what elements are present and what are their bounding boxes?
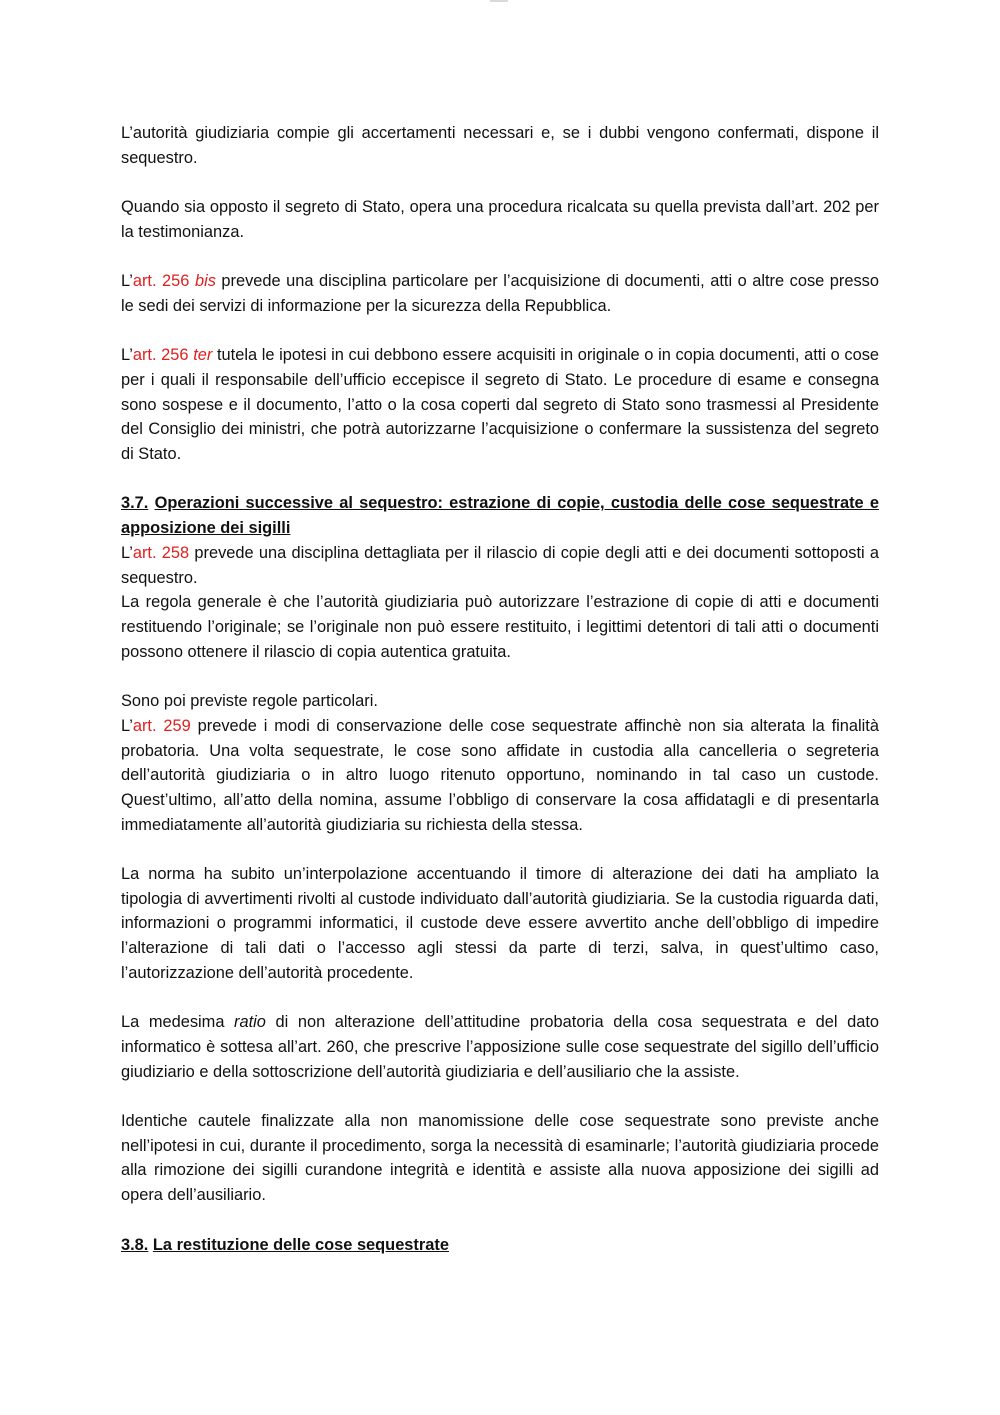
paragraph-body: prevede i modi di conservazione delle cose sequestrate affinchè non sia alterata la finalità probatoria. Una volta sequestrate, le cose sono affidate in custodia alla cancelleria o segreteria dell’autorità giudiziaria o in altro luogo ritenuto opportuno, nominando in tal caso un custode. Quest’ultimo, all’atto della nomina, assume l’obbligo di conservare la cosa affidatagli e di presentarla immediatamente all’autorità giudiziaria su richiesta della stessa.: [121, 716, 879, 834]
paragraph-gap: [121, 170, 879, 195]
paragraph-art-259: [121, 714, 879, 838]
paragraph-prefix: L’: [121, 346, 133, 365]
article-reference-link[interactable]: art. 258: [132, 543, 190, 562]
paragraph-art-258: [121, 541, 879, 590]
paragraph-gap: [121, 245, 879, 270]
paragraph-regola-generale: La regola generale è che l’autorità giudiziaria può autorizzare l’estrazione di copie di atti e documenti restituendo l’originale; se l’originale non può essere restituito, i legittimi detentori di tali atti o documenti possono ottenere il rilascio di copia autentica gratuita.: [121, 593, 879, 661]
paragraph-body: di non alterazione dell’attitudine probatoria della cosa sequestrata e del dato informatico è sottesa all’art. 260, che prescrive l’apposizione sulle cose sequestrate del sigillo dell’ufficio giudiziario e della sottoscrizione dell’autorità giudiziaria e dell’ausiliario che la assiste.: [121, 1013, 879, 1081]
paragraph-gap: [121, 467, 879, 492]
section-number: 3.7.: [121, 494, 149, 513]
section-heading-3-7: [121, 491, 879, 540]
article-reference-suffix: ter: [193, 346, 213, 365]
paragraph-regole-particolari: Sono poi previste regole particolari.: [121, 692, 378, 711]
page-header-mark: [490, 0, 508, 2]
paragraph-segreto-di-stato: Quando sia opposto il segreto di Stato, opera una procedura ricalcata su quella prevista dall’art. 202 per la testimonianza.: [121, 198, 879, 241]
paragraph-gap: [121, 664, 879, 689]
paragraph-prefix: L’: [121, 543, 133, 562]
paragraph-gap: [121, 1208, 879, 1233]
article-reference-link[interactable]: [133, 272, 216, 290]
paragraph-ratio: [121, 1010, 879, 1084]
paragraph-body: prevede una disciplina dettagliata per il rilascio di copie degli atti e dei documenti sottoposti a sequestro.: [121, 543, 879, 587]
paragraph-gap: [121, 1084, 879, 1109]
paragraph-body: prevede una disciplina particolare per l’acquisizione di documenti, atti o altre cose presso le sedi dei servizi di informazione per la sicurezza della Repubblica.: [121, 272, 879, 315]
article-reference-link[interactable]: art. 259: [132, 716, 191, 735]
article-reference-text: art. 256: [132, 272, 190, 291]
italic-term: ratio: [234, 1013, 266, 1032]
paragraph-prefix: L’: [121, 272, 133, 291]
article-reference-link[interactable]: [133, 346, 212, 364]
document-page: [121, 121, 879, 1257]
section-title: Operazioni successive al sequestro: estrazione di copie, custodia delle cose sequestrate e apposizione dei sigilli: [121, 494, 879, 538]
section-number: 3.8.: [121, 1235, 149, 1254]
paragraph-interpolazione: La norma ha subito un’interpolazione accentuando il timore di alterazione dei dati ha ampliato la tipologia di avvertimenti rivolti al custode individuato dall’autorità giudiziaria. Se la custodia riguarda dati, informazioni o programmi informatici, il custode deve essere avvertito anche dell’obbligo di impedire l’alterazione di tali dati o l’accesso agli stessi da parte di terzi, salva, in quest’ultimo caso, l’autorizzazione dell’autorità procedente.: [121, 865, 879, 982]
section-heading-3-8: [121, 1233, 879, 1258]
paragraph-prefix: L’: [121, 716, 133, 735]
paragraph-gap: [121, 319, 879, 344]
paragraph-body-start: La medesima: [121, 1013, 235, 1032]
section-title: La restituzione delle cose sequestrate: [152, 1235, 449, 1254]
paragraph-gap: [121, 986, 879, 1011]
article-reference-suffix: bis: [194, 272, 216, 291]
paragraph-gap: [121, 837, 879, 862]
paragraph-art-256-bis: [121, 269, 879, 318]
paragraph-body: tutela le ipotesi in cui debbono essere acquisiti in originale o in copia documenti, atti o cose per i quali il responsabile dell’ufficio eccepisce il segreto di Stato. Le procedure di esame e consegna sono sospese e il documento, l’atto o la cosa coperti dal segreto di Stato sono trasmessi al Presidente del Consiglio dei ministri, che potrà autorizzarne l’acquisizione o confermare la sussistenza del segreto di Stato.: [121, 346, 880, 464]
paragraph-accertamenti: L’autorità giudiziaria compie gli accertamenti necessari e, se i dubbi vengono confermati, dispone il sequestro.: [121, 124, 879, 167]
paragraph-art-256-ter: [121, 343, 879, 467]
article-reference-text: art. 256: [132, 346, 189, 365]
paragraph-cautele: Identiche cautele finalizzate alla non manomissione delle cose sequestrate sono previste anche nell’ipotesi in cui, durante il procedimento, sorga la necessità di esaminarle; l’autorità giudiziaria procede alla rimozione dei sigilli curandone integrità e identità e assiste alla nuova apposizione dei sigilli ad opera dell’ausiliario.: [121, 1112, 879, 1205]
